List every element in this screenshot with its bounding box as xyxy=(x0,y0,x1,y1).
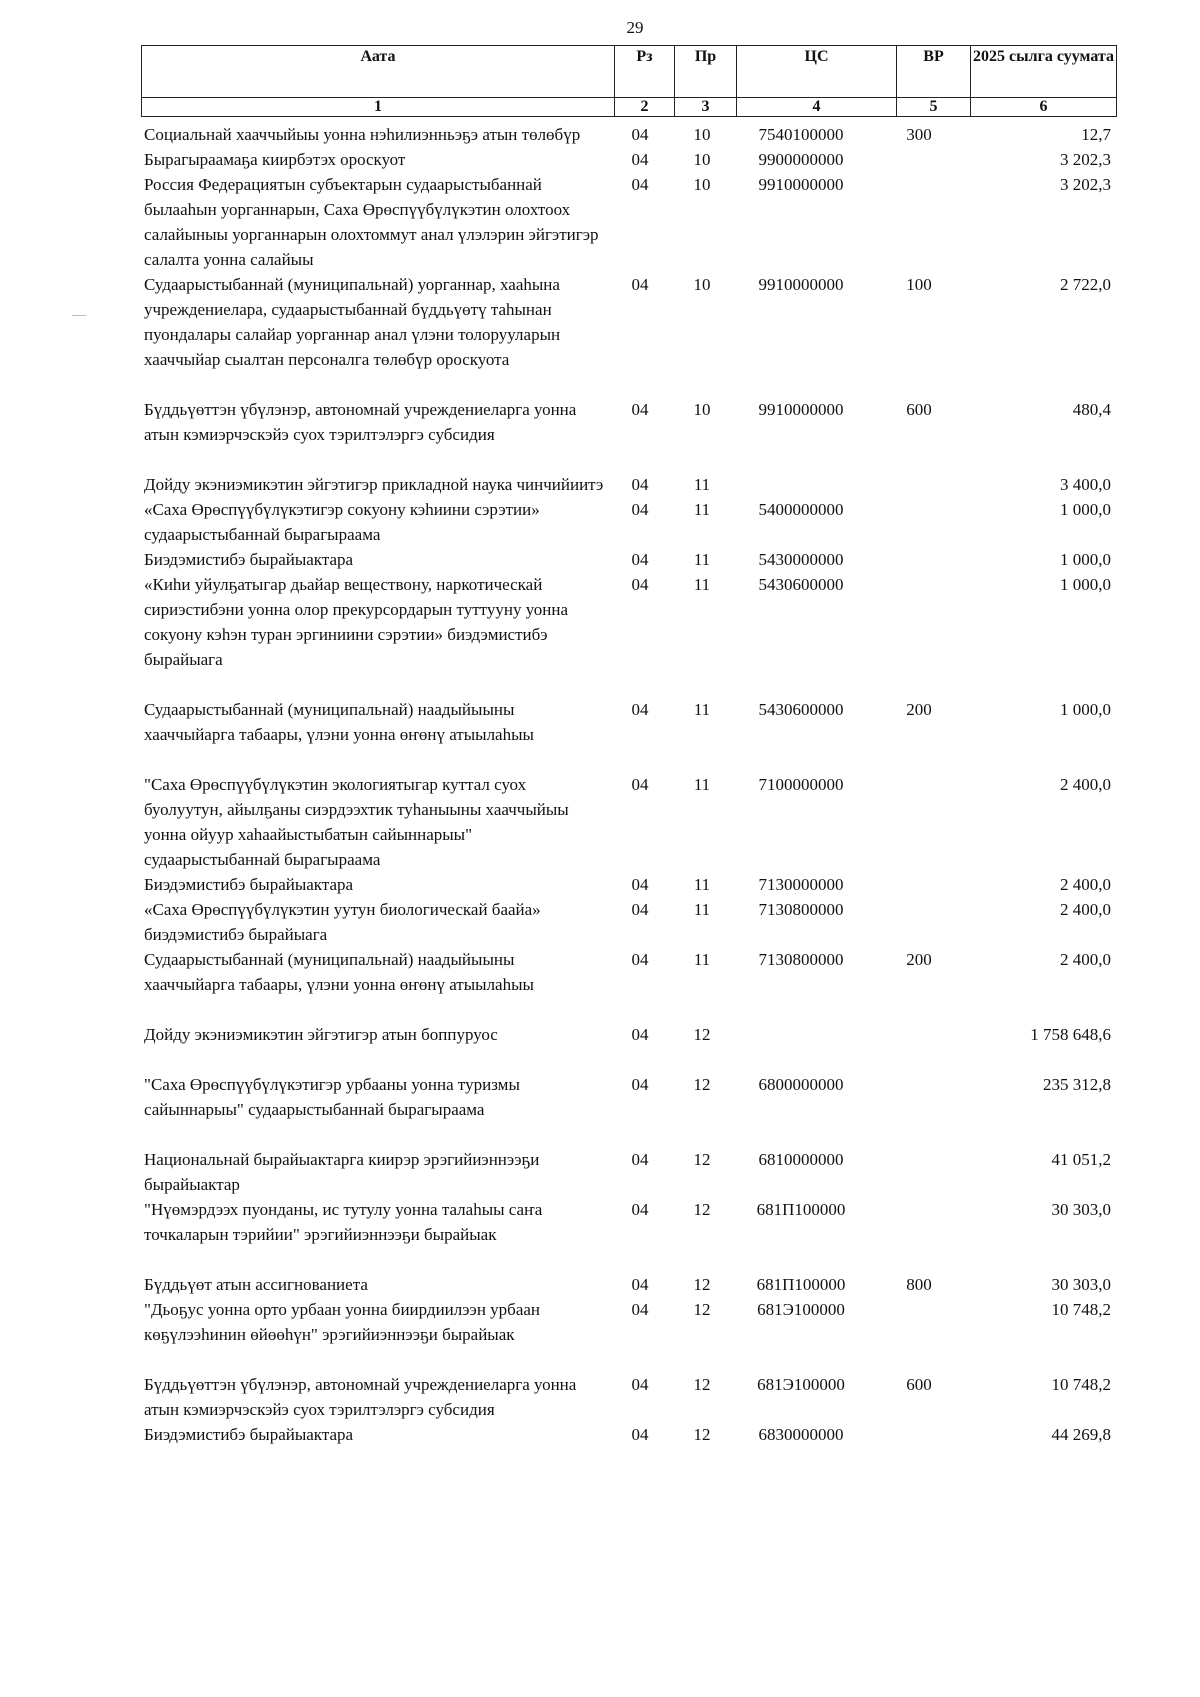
row-cs: 681П100000 xyxy=(756,1200,846,1219)
row-sum: 30 303,0 xyxy=(1051,1200,1111,1219)
row-sum: 2 400,0 xyxy=(1060,775,1111,794)
table-row xyxy=(141,1422,1116,1447)
row-name: Бүддьүөттэн үбүлэнэр, автономнай учреждениеларга уонна атын кэмиэрчэскэйэ суох тэрилтэлэргэ субсидия xyxy=(144,400,577,444)
row-rz: 04 xyxy=(631,950,649,969)
row-sum: 2 722,0 xyxy=(1060,275,1111,294)
table-header xyxy=(141,45,1117,117)
row-vr xyxy=(896,572,970,697)
column-header-vr: ВР xyxy=(897,46,971,98)
column-number: 1 xyxy=(142,98,615,117)
row-rz: 04 xyxy=(631,475,649,494)
row-name: «Саха Өрөспүүбүлүкэтин уутун биологическай баайа» биэдэмистибэ бырайыага xyxy=(144,900,541,944)
column-header-name: Аата xyxy=(142,46,615,98)
row-name: "Дьоҕус уонна орто урбаан уонна биирдиилээн урбаан көҕүлээһинин өйөөһүн" эрэгийиэннээҕи бырайыак xyxy=(144,1300,541,1344)
row-pr: 12 xyxy=(693,1150,711,1169)
row-rz: 04 xyxy=(631,125,649,144)
margin-mark xyxy=(72,315,86,316)
row-name: Социальнай хааччыйыы уонна нэhилиэнньэҕэ атын төлөбүр xyxy=(144,125,581,144)
row-sum: 235 312,8 xyxy=(1043,1075,1111,1094)
row-vr: 600 xyxy=(906,400,932,419)
row-vr: 200 xyxy=(906,700,932,719)
row-sum: 41 051,2 xyxy=(1051,1150,1111,1169)
table-row xyxy=(141,1297,1116,1372)
row-cs: 5430600000 xyxy=(758,700,844,719)
row-vr xyxy=(896,1422,970,1447)
table-row xyxy=(141,472,1116,497)
table-row xyxy=(141,497,1116,547)
row-name: Биэдэмистибэ бырайыактара xyxy=(144,1425,354,1444)
row-name: Бүддьүөт атын ассигнованиета xyxy=(144,1275,368,1294)
row-rz: 04 xyxy=(631,775,649,794)
column-number: 6 xyxy=(971,98,1117,117)
row-vr: 200 xyxy=(906,950,932,969)
row-name: Бырагыраамаҕа киирбэтэх ороскуот xyxy=(144,150,406,169)
column-header-rz: Рз xyxy=(615,46,675,98)
row-pr: 10 xyxy=(693,275,711,294)
row-pr: 12 xyxy=(693,1375,711,1394)
row-sum: 1 758 648,6 xyxy=(1030,1025,1111,1044)
row-sum: 2 400,0 xyxy=(1060,875,1111,894)
row-name: Биэдэмистибэ бырайыактара xyxy=(144,550,354,569)
row-name: «Саха Өрөспүүбүлүкэтигэр сокуону кэһиини сэрэтии» судаарыстыбаннай бырагыраама xyxy=(144,500,540,544)
row-sum: 10 748,2 xyxy=(1051,1375,1111,1394)
row-cs: 6800000000 xyxy=(758,1075,844,1094)
row-pr: 12 xyxy=(693,1200,711,1219)
column-number: 2 xyxy=(615,98,675,117)
row-sum: 3 202,3 xyxy=(1060,150,1111,169)
row-rz: 04 xyxy=(631,1075,649,1094)
row-rz: 04 xyxy=(631,500,649,519)
row-cs: 6810000000 xyxy=(758,1150,844,1169)
row-sum: 1 000,0 xyxy=(1060,550,1111,569)
row-pr: 11 xyxy=(693,875,711,894)
row-name: Судаарыстыбаннай (муниципальнай) уорганнар, хааһына учреждениелара, судаарыстыбаннай бүддьүөтү таһынан пуондалары салайар уорганнар анал үлэни толорууларын хааччыйар сыалтан персоналга төлөбүр ороскуота xyxy=(144,275,561,369)
column-number: 3 xyxy=(675,98,737,117)
row-sum: 3 202,3 xyxy=(1060,175,1111,194)
table-row xyxy=(141,1372,1116,1422)
row-vr xyxy=(896,1147,970,1197)
row-sum: 30 303,0 xyxy=(1051,1275,1111,1294)
row-pr: 11 xyxy=(693,950,711,969)
row-sum: 480,4 xyxy=(1072,400,1111,419)
row-name: Биэдэмистибэ бырайыактара xyxy=(144,875,354,894)
row-pr: 11 xyxy=(693,575,711,594)
row-cs xyxy=(736,472,896,497)
row-cs: 9900000000 xyxy=(758,150,844,169)
row-rz: 04 xyxy=(631,700,649,719)
row-pr: 11 xyxy=(693,700,711,719)
table-row xyxy=(141,272,1116,397)
row-rz: 04 xyxy=(631,175,649,194)
row-rz: 04 xyxy=(631,1300,649,1319)
row-pr: 10 xyxy=(693,175,711,194)
row-sum: 10 748,2 xyxy=(1051,1300,1111,1319)
row-vr xyxy=(896,497,970,547)
row-rz: 04 xyxy=(631,400,649,419)
row-cs: 7130800000 xyxy=(758,950,844,969)
row-name: "Саха Өрөспүүбүлүкэтигэр урбааны уонна туризмы сайыннарыы" судаарыстыбаннай бырагыраама xyxy=(144,1075,520,1119)
table-row xyxy=(141,872,1116,897)
row-cs: 9910000000 xyxy=(758,175,844,194)
table-row xyxy=(141,147,1116,172)
row-cs: 5400000000 xyxy=(758,500,844,519)
row-name: Судаарыстыбаннай (муниципальнай) наадыйыыны хааччыйарга табаары, үлэни уонна өҥөнү атыылаһыы xyxy=(144,700,534,744)
table-row xyxy=(141,122,1116,147)
table-row xyxy=(141,397,1116,472)
table-row xyxy=(141,1272,1116,1297)
row-cs: 5430600000 xyxy=(758,575,844,594)
table-row xyxy=(141,172,1116,272)
row-vr xyxy=(896,1072,970,1147)
table-row xyxy=(141,547,1116,572)
table-row xyxy=(141,572,1116,697)
row-pr: 12 xyxy=(693,1025,711,1044)
row-vr xyxy=(896,547,970,572)
row-cs: 6830000000 xyxy=(758,1425,844,1444)
row-sum: 2 400,0 xyxy=(1060,950,1111,969)
row-sum: 1 000,0 xyxy=(1060,700,1111,719)
row-name: «Киһи уйулҕатыгар дьайар веществону, наркотическай сириэстибэни уонна олор прекурсордарын туттууну уонна сокуону кэһэн туран эргиниини сэрэтии» биэдэмистибэ бырайыага xyxy=(144,575,569,669)
row-vr: 600 xyxy=(906,1375,932,1394)
row-pr: 11 xyxy=(693,550,711,569)
table-row xyxy=(141,1147,1116,1197)
row-vr xyxy=(896,172,970,272)
row-pr: 10 xyxy=(693,150,711,169)
table-row xyxy=(141,1072,1116,1147)
row-vr: 800 xyxy=(906,1275,932,1294)
row-sum: 1 000,0 xyxy=(1060,500,1111,519)
row-rz: 04 xyxy=(631,575,649,594)
row-rz: 04 xyxy=(631,150,649,169)
row-rz: 04 xyxy=(631,900,649,919)
row-vr: 300 xyxy=(906,125,932,144)
row-rz: 04 xyxy=(631,875,649,894)
row-sum: 12,7 xyxy=(1081,125,1111,144)
row-vr xyxy=(896,772,970,872)
row-pr: 12 xyxy=(693,1425,711,1444)
row-sum: 3 400,0 xyxy=(1060,475,1111,494)
row-pr: 11 xyxy=(693,775,711,794)
table-row xyxy=(141,1197,1116,1272)
column-number: 4 xyxy=(737,98,897,117)
row-cs: 5430000000 xyxy=(758,550,844,569)
row-name: Национальнай бырайыактарга киирэр эрэгийиэннээҕи бырайыактар xyxy=(144,1150,540,1194)
row-cs: 9910000000 xyxy=(758,400,844,419)
row-cs: 7130000000 xyxy=(758,875,844,894)
row-pr: 12 xyxy=(693,1275,711,1294)
row-vr: 100 xyxy=(906,275,932,294)
row-pr: 10 xyxy=(693,400,711,419)
table-row xyxy=(141,947,1116,1022)
row-name: Россия Федерациятын субъектарын судаарыстыбаннай былааһын уорганнарын, Саха Өрөспүүбүлүкэтин олохтоох салайыныы уорганнарын олохтоммут анал үлэлэрин эйгэтигэр салалта уонна салайыы xyxy=(144,175,599,269)
row-pr: 11 xyxy=(693,900,711,919)
row-pr: 11 xyxy=(693,475,711,494)
row-rz: 04 xyxy=(631,1200,649,1219)
row-name: Дойду экэниэмикэтин эйгэтигэр прикладной наука чинчийиитэ xyxy=(144,475,604,494)
row-pr: 12 xyxy=(693,1075,711,1094)
row-name: Судаарыстыбаннай (муниципальнай) наадыйыыны хааччыйарга табаары, үлэни уонна өҥөнү атыылаһыы xyxy=(144,950,534,994)
row-pr: 12 xyxy=(693,1300,711,1319)
row-cs: 7130800000 xyxy=(758,900,844,919)
page-number: 29 xyxy=(626,18,644,37)
column-number: 5 xyxy=(897,98,971,117)
row-vr xyxy=(896,147,970,172)
row-cs xyxy=(736,1022,896,1072)
budget-table-body xyxy=(141,122,1116,1447)
row-name: Бүддьүөттэн үбүлэнэр, автономнай учреждениеларга уонна атын кэмиэрчэскэйэ суох тэрилтэлэргэ субсидия xyxy=(144,1375,577,1419)
row-name: "Нүөмэрдээх пуонданы, ис тутулу уонна талаһыы саҥа точкаларын тэрийии" эрэгийиэннээҕи бырайыак xyxy=(144,1200,543,1244)
row-pr: 11 xyxy=(693,500,711,519)
row-vr xyxy=(896,472,970,497)
row-cs: 681П100000 xyxy=(756,1275,846,1294)
table-row xyxy=(141,697,1116,772)
column-header-pr: Пр xyxy=(675,46,737,98)
row-vr xyxy=(896,897,970,947)
table-row xyxy=(141,772,1116,872)
row-pr: 10 xyxy=(693,125,711,144)
row-cs: 7540100000 xyxy=(758,125,844,144)
row-rz: 04 xyxy=(631,550,649,569)
table-row xyxy=(141,1022,1116,1072)
row-vr xyxy=(896,1197,970,1272)
row-vr xyxy=(896,1022,970,1072)
row-cs: 7100000000 xyxy=(758,775,844,794)
column-header-sum: 2025 сылга суумата xyxy=(971,46,1117,98)
row-rz: 04 xyxy=(631,1275,649,1294)
row-cs: 681Э100000 xyxy=(757,1375,845,1394)
row-rz: 04 xyxy=(631,1375,649,1394)
row-rz: 04 xyxy=(631,275,649,294)
table-row xyxy=(141,897,1116,947)
column-header-cs: ЦС xyxy=(737,46,897,98)
row-vr xyxy=(896,1297,970,1372)
row-sum: 44 269,8 xyxy=(1051,1425,1111,1444)
row-cs: 681Э100000 xyxy=(757,1300,845,1319)
row-name: Дойду экэниэмикэтин эйгэтигэр атын боппуруос xyxy=(144,1025,498,1044)
row-sum: 1 000,0 xyxy=(1060,575,1111,594)
row-sum: 2 400,0 xyxy=(1060,900,1111,919)
row-rz: 04 xyxy=(631,1150,649,1169)
row-name: "Саха Өрөспүүбүлүкэтин экологиятыгар куттал суох буолуутун, айылҕаны сиэрдээхтик туһаныыны хааччыйыы уонна ойуур хаһаайыстыбатын сайыннарыы" судаарыстыбаннай бырагыраама xyxy=(144,775,569,869)
row-rz: 04 xyxy=(631,1025,649,1044)
row-vr xyxy=(896,872,970,897)
row-rz: 04 xyxy=(631,1425,649,1444)
row-cs: 9910000000 xyxy=(758,275,844,294)
